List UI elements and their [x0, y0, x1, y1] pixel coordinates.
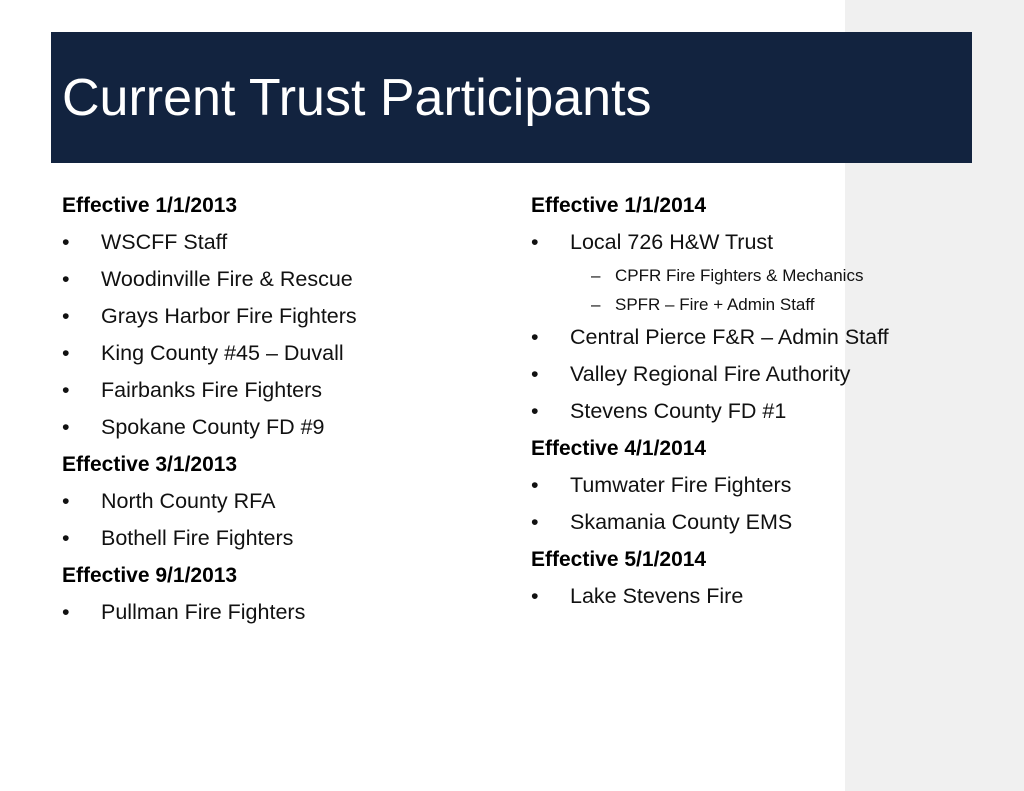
bullet-icon: •: [531, 325, 539, 349]
bullet-icon: •: [531, 399, 539, 423]
effective-date-heading: Effective 1/1/2014: [531, 194, 707, 217]
bullet-icon: •: [62, 526, 70, 550]
slide-title: Current Trust Participants: [62, 69, 652, 127]
bullet-icon: •: [62, 267, 70, 291]
list-item-label: Grays Harbor Fire Fighters: [101, 304, 357, 328]
list-item: [531, 504, 951, 541]
bullet-icon: •: [62, 230, 70, 254]
list-item-label: King County #45 – Duvall: [101, 341, 344, 365]
list-item-label: WSCFF Staff: [101, 230, 228, 254]
bullet-icon: •: [531, 362, 539, 386]
list-item: [531, 319, 951, 356]
group: [531, 541, 951, 615]
list-item: [62, 594, 502, 631]
bullet-icon: •: [531, 584, 539, 608]
list-item: [62, 409, 502, 446]
list-item: [531, 467, 951, 504]
sub-list-item-label: SPFR – Fire + Admin Staff: [615, 295, 815, 314]
sub-list-item: [531, 261, 951, 290]
list-item: [62, 335, 502, 372]
list-item-label: Stevens County FD #1: [570, 399, 787, 423]
list-item: [62, 372, 502, 409]
bullet-icon: •: [531, 230, 539, 254]
list-item: [62, 520, 502, 557]
bullet-icon: •: [62, 304, 70, 328]
sub-list-item: [531, 290, 951, 319]
list-item: [62, 298, 502, 335]
bullet-icon: •: [62, 378, 70, 402]
effective-date-heading: Effective 5/1/2014: [531, 548, 707, 571]
list-item: [531, 356, 951, 393]
list-item: [62, 261, 502, 298]
group: [62, 446, 502, 557]
list-item-label: Spokane County FD #9: [101, 415, 325, 439]
effective-date-heading: Effective 1/1/2013: [62, 194, 238, 217]
list-item-label: North County RFA: [101, 489, 276, 513]
effective-date-heading: Effective 4/1/2014: [531, 437, 707, 460]
sub-list-item-label: CPFR Fire Fighters & Mechanics: [615, 266, 864, 285]
group: [62, 187, 502, 446]
list-item-label: Woodinville Fire & Rescue: [101, 267, 353, 291]
list-item-label: Tumwater Fire Fighters: [570, 473, 792, 497]
group: [531, 430, 951, 541]
list-item: [62, 224, 502, 261]
list-item: [62, 483, 502, 520]
group: [62, 557, 502, 631]
list-item-label: Fairbanks Fire Fighters: [101, 378, 323, 402]
list-item-label: Lake Stevens Fire: [570, 584, 744, 608]
effective-date-heading: Effective 3/1/2013: [62, 453, 238, 476]
group: [531, 187, 951, 430]
list-item-label: Skamania County EMS: [570, 510, 793, 534]
list-item: [531, 224, 951, 261]
list-item-label: Pullman Fire Fighters: [101, 600, 306, 624]
bullet-icon: •: [62, 341, 70, 365]
bullet-icon: •: [62, 415, 70, 439]
right-column: [531, 187, 951, 615]
list-item-label: Central Pierce F&R – Admin Staff: [570, 325, 889, 349]
bullet-icon: •: [531, 510, 539, 534]
dash-icon: –: [591, 295, 601, 314]
list-item-label: Local 726 H&W Trust: [570, 230, 774, 254]
left-column: [62, 187, 502, 631]
bullet-icon: •: [62, 489, 70, 513]
dash-icon: –: [591, 266, 601, 285]
title-bar: [51, 32, 972, 163]
bullet-icon: •: [62, 600, 70, 624]
effective-date-heading: Effective 9/1/2013: [62, 564, 238, 587]
list-item-label: Bothell Fire Fighters: [101, 526, 294, 550]
list-item-label: Valley Regional Fire Authority: [570, 362, 851, 386]
list-item: [531, 578, 951, 615]
list-item: [531, 393, 951, 430]
bullet-icon: •: [531, 473, 539, 497]
